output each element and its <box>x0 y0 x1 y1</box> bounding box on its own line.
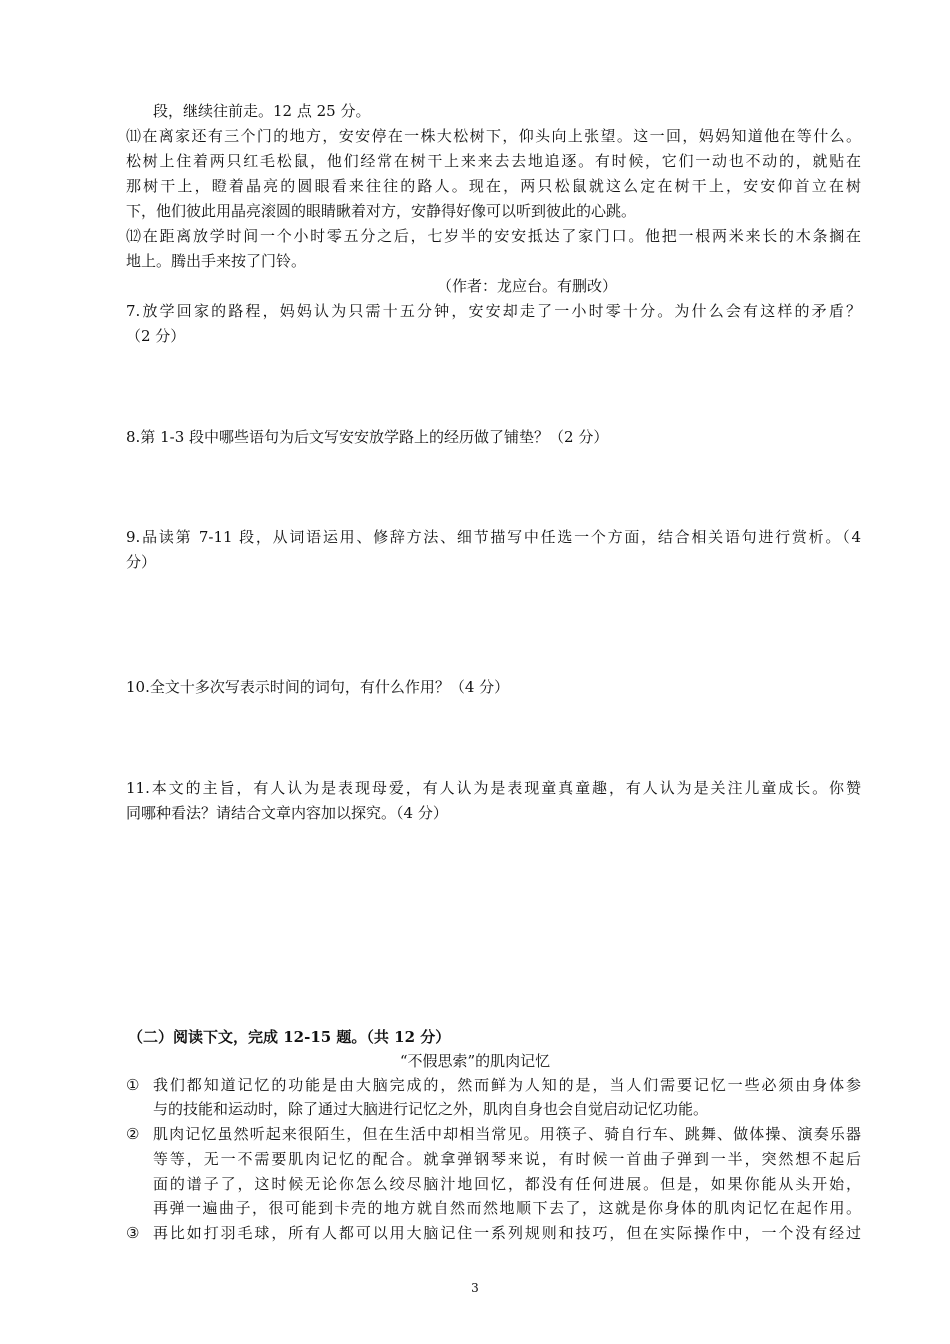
story-line: 地上。腾出手来按了门铃。 <box>126 252 307 270</box>
article-title: “不假思索”的肌肉记忆 <box>399 1052 551 1070</box>
story-line: 段，继续往前走。12 点 25 分。 <box>153 102 371 120</box>
question-8: 8.第 1-3 段中哪些语句为后文写安安放学路上的经历做了铺垫？（2 分） <box>126 428 609 446</box>
paragraph-line: 再比如打羽毛球，所有人都可以用大脑记住一系列规则和技巧，但在实际操作中，一个没有经过 <box>153 1224 861 1242</box>
story-attribution: （作者：龙应台。有删改） <box>437 277 618 295</box>
page-number: 3 <box>471 1281 479 1295</box>
paragraph-line: 再弹一遍曲子，很可能到卡壳的地方就自然而然地顺下去了，这就是你身体的肌肉记忆在起作用。 <box>153 1199 861 1217</box>
paragraph-line: 等等，无一不需要肌肉记忆的配合。就拿弹钢琴来说，有时候一首曲子弹到一半，突然想不起后 <box>153 1150 861 1168</box>
question-7-score: （2 分） <box>126 327 186 345</box>
paragraph-marker: ③ <box>126 1224 140 1242</box>
question-11: 11.本文的主旨，有人认为是表现母爱，有人认为是表现童真童趣，有人认为是关注儿童成长。你赞 <box>126 779 861 797</box>
story-line: 松树上住着两只红毛松鼠，他们经常在树干上来来去去地追逐。有时候，它们一动也不动的，就贴在 <box>126 152 861 170</box>
question-11-continued: 同哪种看法？请结合文章内容加以探究。（4 分） <box>126 804 448 822</box>
question-9: 9.品读第 7-11 段，从词语运用、修辞方法、细节描写中任选一个方面，结合相关语句进行赏析。（4 <box>126 528 861 546</box>
question-9-score: 分） <box>126 553 157 571</box>
question-10: 10.全文十多次写表示时间的词句，有什么作用？（4 分） <box>126 678 510 696</box>
story-line: ⑾在离家还有三个门的地方，安安停在一株大松树下，仰头向上张望。这一回，妈妈知道他在等什么。 <box>126 127 861 145</box>
section-heading: （二）阅读下文，完成 12-15 题。（共 12 分） <box>128 1028 451 1046</box>
story-line: 下，他们彼此用晶亮滚圆的眼睛瞅着对方，安静得好像可以听到彼此的心跳。 <box>126 202 637 220</box>
paragraph-marker: ① <box>126 1076 140 1094</box>
story-line: 那树干上，瞪着晶亮的圆眼看来往往的路人。现在，两只松鼠就这么定在树干上，安安仰首立在树 <box>126 177 861 195</box>
question-7: 7.放学回家的路程，妈妈认为只需十五分钟，安安却走了一小时零十分。为什么会有这样的矛盾？ <box>126 302 861 320</box>
paragraph-line: 面的谱子了，这时候无论你怎么绞尽脑汁地回忆，都没有任何进展。但是，如果你能从头开始， <box>153 1175 861 1193</box>
paragraph-line: 与的技能和运动时，除了通过大脑进行记忆之外，肌肉自身也会自觉启动记忆功能。 <box>153 1100 709 1118</box>
paragraph-line: 我们都知道记忆的功能是由大脑完成的，然而鲜为人知的是，当人们需要记忆一些必须由身体参 <box>153 1076 861 1094</box>
story-line: ⑿在距离放学时间一个小时零五分之后，七岁半的安安抵达了家门口。他把一根两米来长的木条搁在 <box>126 227 861 245</box>
paragraph-line: 肌肉记忆虽然听起来很陌生，但在生活中却相当常见。用筷子、骑自行车、跳舞、做体操、演奏乐器 <box>153 1125 861 1143</box>
paragraph-marker: ② <box>126 1125 140 1143</box>
